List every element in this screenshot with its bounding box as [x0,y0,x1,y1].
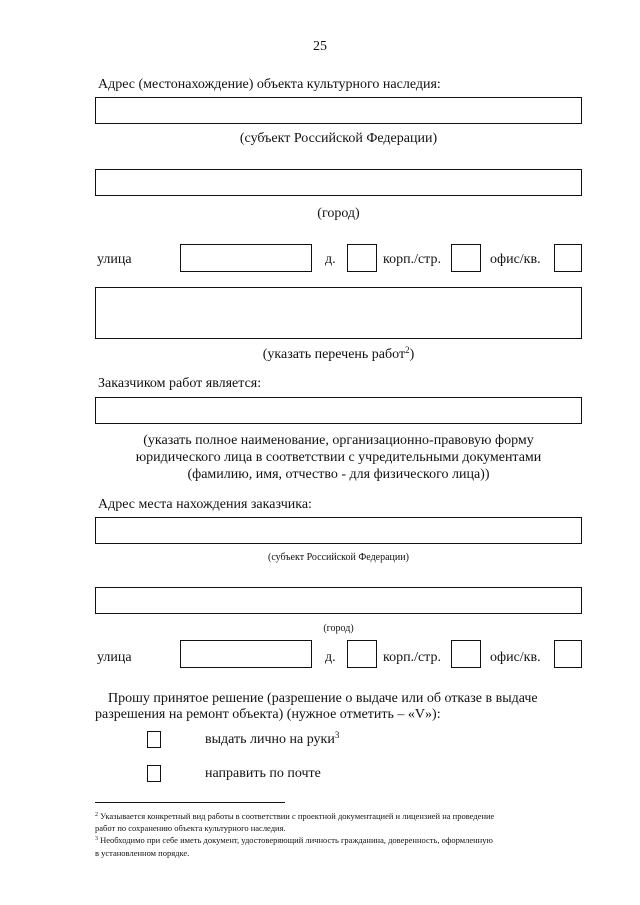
footnote-3-mark: 3 [95,836,98,842]
option-by-mail-checkbox[interactable] [147,765,161,782]
footnote-3-line2: в установленном порядке. [95,848,190,858]
option-in-person-checkbox[interactable] [147,731,161,748]
footnote-separator [95,802,285,803]
heritage-street-label: улица [97,252,132,267]
footnote-ref-2: 2 [405,345,410,355]
heritage-building-label: корп./стр. [383,252,441,267]
heritage-address-heading: Адрес (местонахождение) объекта культурного наследия: [98,77,441,92]
heritage-city-caption: (город) [317,206,360,221]
customer-street-label: улица [97,650,132,665]
heritage-house-label: д. [325,252,336,267]
footnote-3-line1: $^3$ Необходимо при себе иметь документ, удостоверяющий личность гражданина, доверенность, оформленную [95,835,493,845]
customer-office-input[interactable] [554,640,582,668]
heritage-region-caption: (субъект Российской Федерации) [239,131,438,146]
customer-street-input[interactable] [180,640,312,668]
option-in-person-label: выдать лично на руки$^3$ [205,730,340,747]
customer-caption-line2: юридического лица в соответствии с учредительными документами [135,450,542,465]
customer-heading: Заказчиком работ является: [98,376,262,391]
works-list-input[interactable] [95,287,582,339]
page-number: 25 [313,39,327,54]
heritage-building-input[interactable] [451,244,481,272]
footnote-ref-3: 3 [334,730,340,740]
customer-address-heading: Адрес места нахождения заказчика: [98,497,312,512]
heritage-house-input[interactable] [347,244,377,272]
customer-house-input[interactable] [347,640,377,668]
customer-building-label: корп./стр. [383,650,441,665]
footnote-2-line2: работ по сохранению объекта культурного наследия. [95,823,286,833]
footnote-2-mark: 2 [95,812,98,818]
customer-caption-line3: (фамилию, имя, отчество - для физического лица)) [187,467,490,482]
customer-house-label: д. [325,650,336,665]
customer-caption-line1: (указать полное наименование, организационно-правовую форму [143,433,534,448]
customer-building-input[interactable] [451,640,481,668]
customer-city-input[interactable] [95,587,582,614]
footnote-2-line1: $^2$ Указывается конкретный вид работы в соответствии с проектной документацией и лицензией на проведение [95,811,495,821]
decision-text-line1: Прошу принятое решение (разрешение о выдаче или об отказе в выдаче [108,691,538,706]
customer-region-input[interactable] [95,517,582,544]
decision-text-line2: разрешения на ремонт объекта) (нужное отметить – «V»): [95,707,441,722]
option-by-mail-label: направить по почте [205,766,321,781]
customer-office-label: офис/кв. [490,650,541,665]
heritage-office-label: офис/кв. [490,252,541,267]
heritage-street-input[interactable] [180,244,312,272]
heritage-region-input[interactable] [95,97,582,124]
customer-city-caption: (город) [323,623,354,634]
customer-region-caption: (субъект Российской Федерации) [268,552,409,563]
heritage-office-input[interactable] [554,244,582,272]
works-caption: (указать перечень работ$^2$) [262,345,415,362]
heritage-city-input[interactable] [95,169,582,196]
customer-name-input[interactable] [95,397,582,424]
